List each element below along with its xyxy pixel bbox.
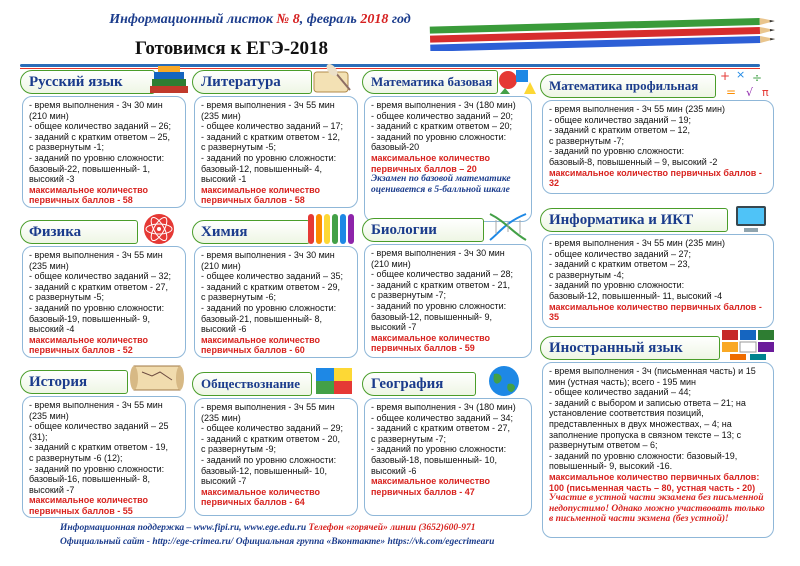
subject-info-box: - время выполнения - 3ч (180 мин) - общее количество заданий – 34; - заданий с кратким ответом - 27, с развернутым -7; - заданий по уровню сложности: базовый-18, повышенный- 10, высокий -6 максимальное количество первичных баллов - 47: [364, 398, 532, 516]
svg-text:+: +: [720, 69, 731, 83]
math-symbols-icon: [716, 66, 776, 100]
puzzle-icon: [312, 364, 358, 398]
subject-info-box: - время выполнения - 3ч 55 мин (235 мин) - общее количество заданий – 29; - заданий с кратким ответом - 20, с развернутым -9; - заданий по уровню сложности: базовый-12, повышенный- 10, высокий -7 максимальное количество первичных баллов - 64: [194, 398, 358, 516]
support-links[interactable]: www.fipi.ru, www.ege.edu.ru: [193, 523, 307, 533]
subject-info-box: - время выполнения - 3ч (180 мин) - общее количество заданий – 20; - заданий с кратким ответом – 20; - заданий по уровню сложности: базовый-20 максимальное количество первичных баллов – 20 Экзамен по базовой математике оценивается в 5-балльной шкале: [364, 96, 532, 222]
title-underline-red: [20, 68, 760, 69]
subject-title: Иностранный язык: [540, 336, 720, 360]
svg-text:√: √: [746, 86, 754, 99]
geometry-icon: [496, 64, 538, 96]
pencils-icon: [425, 17, 780, 51]
flags-icon: [720, 328, 778, 362]
official-site-link[interactable]: http://ege-crimea.ru/: [152, 537, 234, 547]
subject-info-box: - время выполнения - 3ч (письменная часть) и 15 мин (устная часть); всего - 195 мин - общее количество заданий – 44; - заданий с выбором и записью ответа – 21; на установление соответствия позиций, представленных в двух множествах, – 4; на заполнение пропуска в связном тексте – 13; с развернутым ответом – 6; - заданий по уровню сложности: базовый-19, повышенный- 9, высокий -16. максимальное количество первичных баллов: 100 (письменная часть – 80, устная часть - 20) Участие в устной части экзамена без письменной недопустимо! Однако можно участвовать только в письменной части экзмена (без устной)!: [542, 362, 774, 538]
subject-title: Математика базовая: [362, 70, 498, 94]
subject-info-box: - время выполнения - 3ч 55 мин (235 мин) - общее количество заданий – 32; - заданий с кратким ответом - 27, с развернутым -5; - заданий по уровню сложности: базовый-19, повышенный- 9, высокий -4 максимальное количество первичных баллов - 52: [22, 246, 186, 358]
subject-info-box: - время выполнения - 3ч 55 мин (235 мин) - общее количество заданий – 25 (31); - заданий с кратким ответом - 19, с развернутым -6 (12); - заданий по уровню сложности: базовый-16, повышенный- 8, высокий -7 максимальное количество первичных баллов - 55: [22, 396, 186, 518]
subject-title: Русский язык: [20, 70, 155, 94]
subject-title: Литература: [192, 70, 312, 94]
books-icon: [148, 64, 190, 96]
bulletin-title: Информационный листок № 8, февраль 2018 год: [109, 12, 411, 27]
footer-support: Информационная поддержка – www.fipi.ru, www.ege.edu.ru Телефон «горячей» линии (3652)600-971: [60, 523, 476, 533]
subject-info-box: - время выполнения - 3ч 30 мин (210 мин) - общее количество заданий – 28; - заданий с кратким ответом - 21, с развернутым -7; - заданий по уровню сложности: базовый-12, повышенный- 9, высокий -7 максимальное количество первичных баллов - 59: [364, 244, 532, 358]
subject-info-box: - время выполнения - 3ч 55 мин (235 мин) - общее количество заданий – 27; - заданий с кратким ответом – 23, с развернутым -4; - заданий по уровню сложности: базовый-12, повышенный- 11, высокий -4 максимальное количество первичных баллов - 35: [542, 234, 774, 328]
scroll-quill-icon: [310, 64, 356, 96]
subject-title: Биологии: [362, 218, 484, 242]
title-underline: [20, 64, 760, 67]
svg-text:×: ×: [736, 68, 746, 81]
subject-title: Математика профильная: [540, 74, 716, 98]
subject-title: Физика: [20, 220, 138, 244]
subject-title: География: [362, 372, 476, 396]
test-tubes-icon: [304, 212, 358, 246]
footer-official: Официальный сайт - http://ege-crimea.ru/ Официальная группа «Вконтакте» https://vk.com/egecrimearu: [60, 537, 495, 547]
svg-text:π: π: [762, 86, 769, 99]
subject-info-box: - время выполнения - 3ч 30 мин (210 мин) - общее количество заданий – 35; - заданий с кратким ответом - 29, с развернутым -6; - заданий по уровню сложности: базовый-21, повышенный- 8, высокий -6 максимальное количество первичных баллов - 60: [194, 246, 358, 358]
subject-info-box: - время выполнения - 3ч 55 мин (235 мин) - общее количество заданий – 17; - заданий с кратким ответом - 12, с развернутым -5; - заданий по уровню сложности: базовый-12, повышенный- 4, высокий -1 максимальное количество первичных баллов - 58: [194, 96, 358, 208]
subject-title: Химия: [192, 220, 310, 244]
computer-icon: [730, 204, 776, 234]
svg-text:÷: ÷: [752, 71, 763, 85]
svg-text:=: =: [726, 85, 737, 99]
earth-icon: [478, 364, 530, 398]
subject-title: История: [20, 370, 128, 394]
subject-info-box: - время выполнения - 3ч 55 мин (235 мин) - общее количество заданий – 19; - заданий с кратким ответом – 12, с развернутым -7; - заданий по уровню сложности: базовый-8, повышенный – 9, высокий -2 максимальное количество первичных баллов - 32: [542, 100, 774, 194]
vk-group-link[interactable]: https://vk.com/egecrimearu: [387, 537, 495, 547]
subject-info-box: - время выполнения - 3ч 30 мин (210 мин) - общее количество заданий – 26; - заданий с кратким ответом – 25, с развернутым -1; - заданий по уровню сложности: базовый-22, повышенный- 1, высокий -3 максимальное количество первичных баллов - 58: [22, 96, 186, 208]
dna-icon: [484, 210, 532, 244]
subject-title: Обществознание: [192, 372, 312, 396]
page-title: Готовимся к ЕГЭ-2018: [135, 38, 329, 59]
atom-icon: [132, 212, 186, 246]
map-scroll-icon: [128, 360, 186, 396]
subject-title: Информатика и ИКТ: [540, 208, 728, 232]
